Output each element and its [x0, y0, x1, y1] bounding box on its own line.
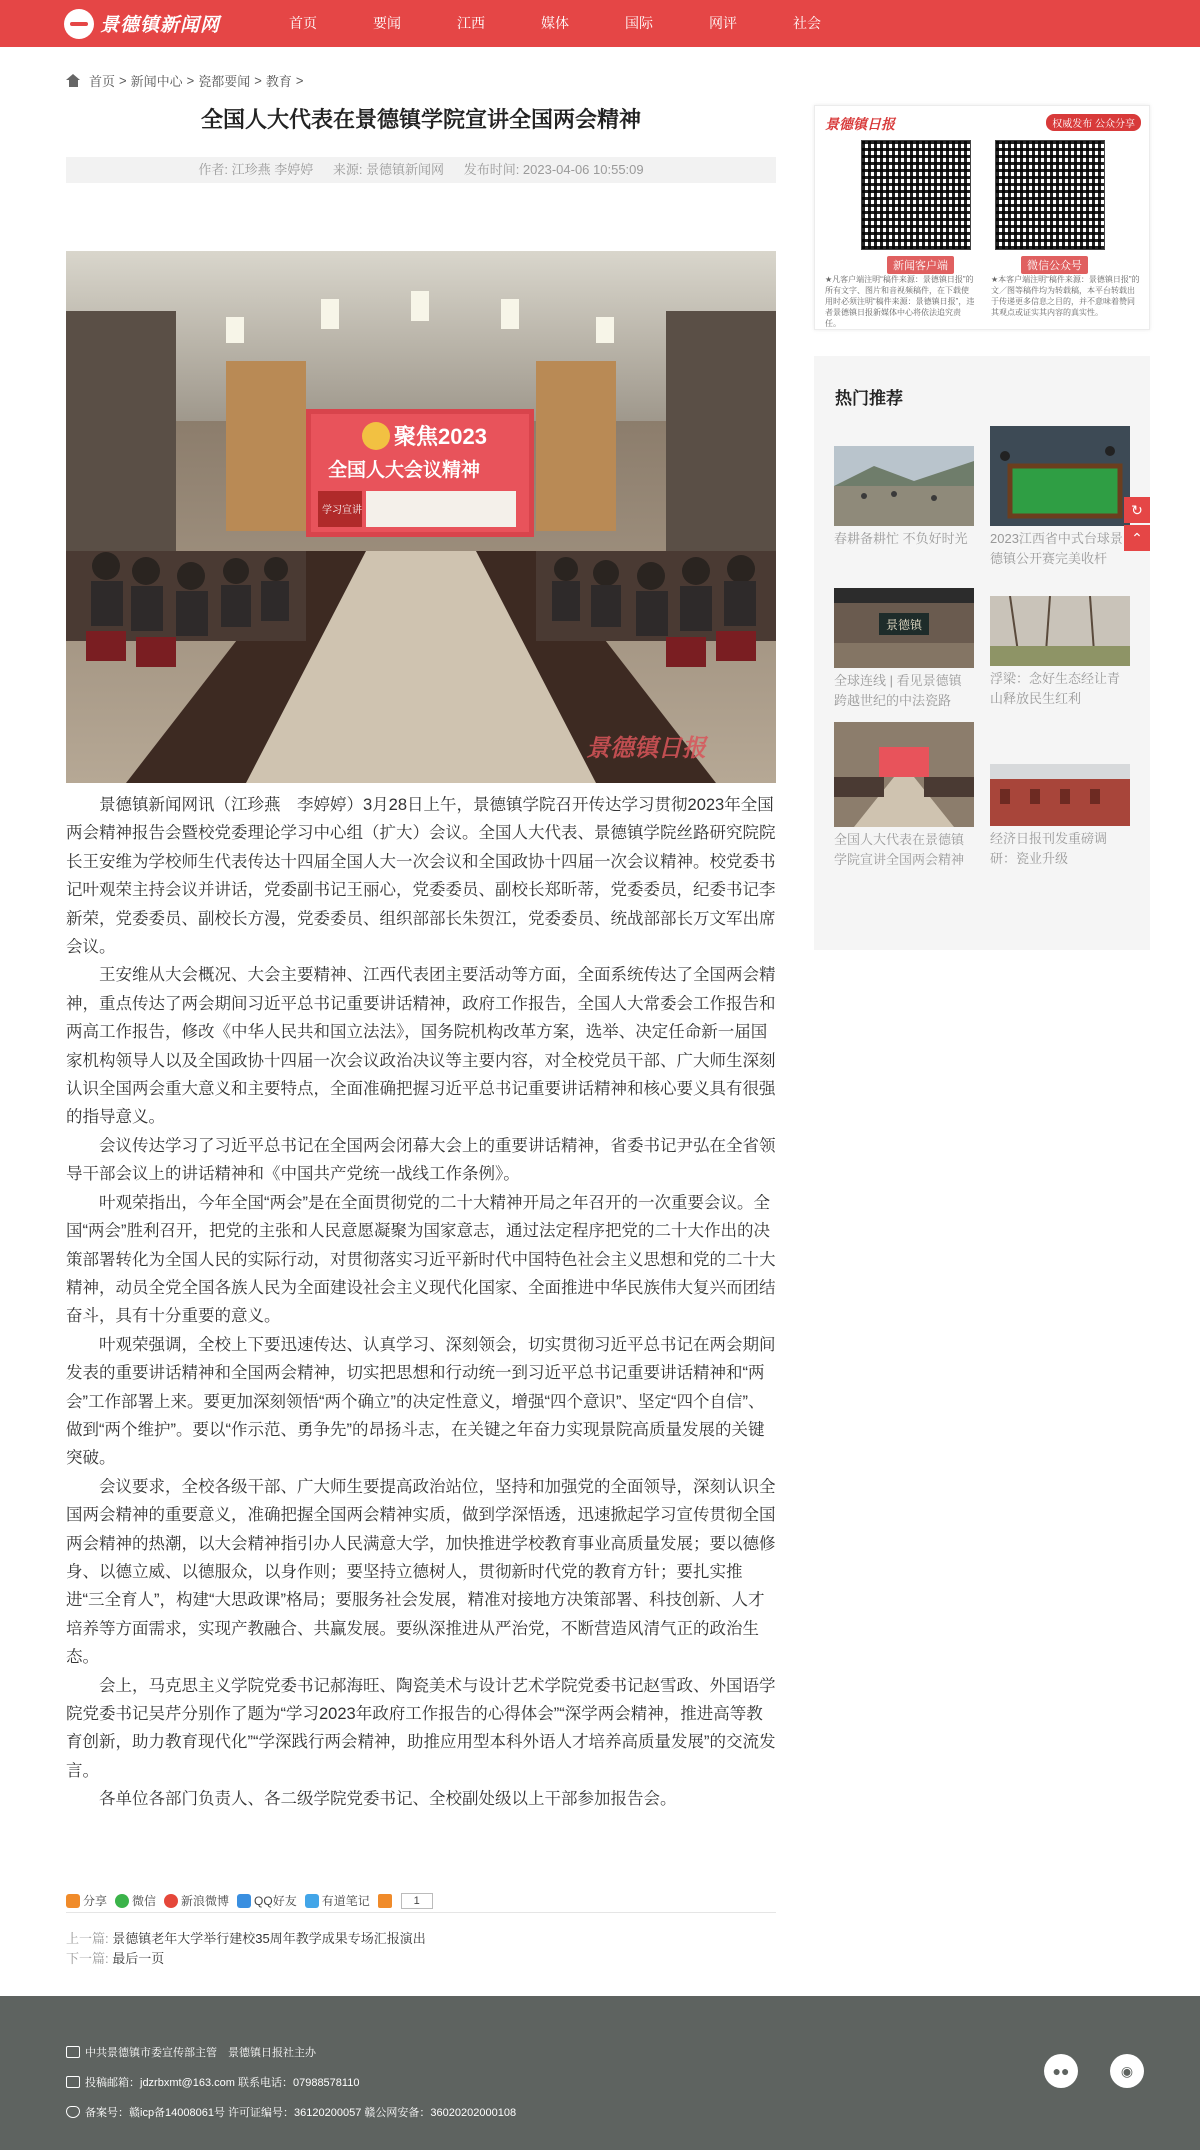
site-footer [0, 1996, 1200, 2150]
article-body [66, 791, 776, 1814]
nav-item-media[interactable]: 媒体 [541, 15, 569, 31]
article-paragraph: 叶观荣指出，今年全国“两会”是在全面贯彻党的二十大精神开局之年召开的一次重要会议。全国“两会”胜利召开，把党的主张和人民意愿凝聚为国家意志，通过法定程序把党的二十大作出的决策部署转化为全国人民的实际行动，对贯彻落实习近平新时代中国特色社会主义思想和党的二十大精神，动员全党全国各族人民为全面建设社会主义现代化国家、全面推进中华民族伟大复兴而团结奋斗，具有十分重要的意义。 [66, 1193, 776, 1326]
breadcrumb-home[interactable]: 首页 [89, 74, 116, 89]
site-logo[interactable] [64, 7, 244, 40]
article-photo [66, 251, 776, 783]
wechat-icon [115, 1894, 129, 1908]
next-article-link[interactable]: 最后一页 [112, 1951, 165, 1966]
footer-contact: 投稿邮箱：jdzrbxmt@163.com 联系电话：07988578110 [66, 2074, 359, 2090]
share-bar [66, 1889, 776, 1913]
share-count: 1 [401, 1893, 433, 1909]
footer-organizer: 中共景德镇市委宣传部主管 景德镇日报社主办 [66, 2044, 316, 2060]
hot-item-caption: 浮梁：念好生态经让青山释放民生红利 [990, 671, 1121, 706]
nav-item-jiangxi[interactable]: 江西 [457, 15, 485, 31]
photo-watermark: 景德镇日报 [586, 733, 706, 762]
hot-item-sign: 景德镇 [886, 618, 923, 632]
wechat-qr-caption: 微信公众号 [1021, 256, 1088, 274]
mail-icon [66, 2076, 80, 2088]
refresh-icon[interactable]: ↻ [1124, 497, 1150, 523]
nav-item-society[interactable]: 社会 [793, 15, 821, 31]
share-button[interactable]: 分享 [66, 1892, 107, 1909]
hot-item[interactable] [834, 446, 974, 569]
share-icon [66, 1894, 80, 1908]
qr-badge: 权威发布 公众分享 [1046, 114, 1141, 131]
home-icon [66, 74, 81, 87]
share-wechat-button[interactable]: 微信 [115, 1892, 156, 1909]
nav-item-news[interactable]: 要闻 [373, 15, 401, 31]
hot-item[interactable] [990, 764, 1130, 869]
nav-item-commentary[interactable]: 网评 [709, 15, 737, 31]
more-share-icon[interactable] [378, 1894, 392, 1908]
article-paragraph: 景德镇新闻网讯（江珍燕 李婷婷）3月28日上午，景德镇学院召开传达学习贯彻2023年全国两会精神报告会暨校党委理论学习中心组（扩大）会议。全国人大代表、景德镇学院丝路研究院院长王安维为学校师生代表传达十四届全国人大一次会议和全国政协十四届一次会议精神。校党委书记叶观荣主持会议并讲话，党委副书记王丽心，党委委员、副校长郑昕蒂，党委委员，纪委书记李新荣，党委委员、副校长方漫，党委委员、组织部部长朱贺江，党委委员、统战部部长万文军出席会议。 [66, 796, 776, 957]
weibo-icon [164, 1894, 178, 1908]
next-label: 下一篇: [66, 1951, 109, 1966]
hot-item-caption: 2023江西省中式台球景德镇公开赛完美收杆 [990, 531, 1123, 566]
qr-code-panel [814, 105, 1150, 330]
qq-icon [237, 1894, 251, 1908]
nav-item-home[interactable]: 首页 [289, 15, 317, 31]
hot-item[interactable] [834, 722, 974, 870]
hot-item[interactable] [834, 588, 974, 711]
footer-weibo-icon[interactable]: ◉ [1110, 2054, 1144, 2088]
breadcrumb-news-center[interactable]: 新闻中心 [130, 74, 183, 89]
logo-icon [64, 9, 94, 39]
logo-text: 景德镇新闻网 [100, 14, 221, 36]
floating-tools [1124, 497, 1150, 553]
breadcrumb-education[interactable]: 教育 [265, 74, 292, 89]
hot-item-image [990, 596, 1130, 666]
article-paragraph: 会上，马克思主义学院党委书记郝海旺、陶瓷美术与设计艺术学院党委书记赵雪政、外国语学院党委书记吴芹分别作了题为“学习2023年政府工作报告的心得体会”“深学两会精神，推进高等教育创新，助力教育现代化”“学深践行两会精神，助推应用型本科外语人才培养高质量发展”的交流发言。 [66, 1676, 776, 1780]
share-youdao-button[interactable]: 有道笔记 [305, 1892, 370, 1909]
hot-item-caption: 经济日报刊发重磅调研：瓷业升级 [990, 831, 1108, 866]
hot-item-caption: 春耕备耕忙 不负好时光 [834, 531, 968, 546]
prev-next-links [66, 1929, 426, 1969]
home-outline-icon [66, 2046, 80, 2058]
breadcrumb: 首页 > 新闻中心 > 瓷都要闻 > 教育 > [66, 71, 307, 90]
hot-item[interactable] [990, 426, 1130, 569]
hot-item-image [834, 722, 974, 827]
article-paragraph: 王安维从大会概况、大会主要精神、江西代表团主要活动等方面，全面系统传达了全国两会精神，重点传达了两会期间习近平总书记重要讲话精神，政府工作报告，全国人大常委会工作报告和两高工作报告，修改《中华人民共和国立法法》，国务院机构改革方案，选举、决定任命新一届国家机构领导人以及全国政协十四届一次会议政治决议等主要内容，对全校党员干部、广大师生深刻认识全国两会重大意义和主要特点，全面准确把握习近平总书记重要讲话精神和核心要义具有很强的指导意义。 [66, 966, 776, 1127]
hot-item-image [834, 588, 974, 668]
article-meta [66, 157, 776, 183]
nav-item-international[interactable]: 国际 [625, 15, 653, 31]
wechat-qr-code [995, 140, 1105, 250]
article-paragraph: 叶观荣强调，全校上下要迅速传达、认真学习、深刻领会，切实贯彻习近平总书记在两会期间发表的重要讲话精神和全国两会精神，切实把思想和行动统一到习近平总书记重要讲话精神和“两会”工作部署上来。要更加深刻领悟“两个确立”的决定性意义，增强“四个意识”、坚定“四个自信”、做到“两个维护”。要以“作示范、勇争先”的昂扬斗志，在关键之年奋力实现景院高质量发展的关键突破。 [66, 1335, 776, 1468]
qr-brand: 景德镇日报 [825, 117, 895, 133]
footer-wechat-icon[interactable]: ●● [1044, 2054, 1078, 2088]
app-qr-note: ★凡客户端注明“稿件来源：景德镇日报”的所有文字、图片和音视频稿件，在下载使用时必须注明“稿件来源：景德镇日报”，违者景德镇日报新媒体中心将依法追究责任。 [825, 275, 975, 328]
article-title: 全国人大代表在景德镇学院宣讲全国两会精神 [200, 107, 641, 132]
article-time: 发布时间: 2023-04-06 10:55:09 [463, 162, 644, 177]
share-qq-button[interactable]: QQ好友 [237, 1892, 297, 1909]
back-to-top-icon[interactable]: ⌃ [1124, 525, 1150, 551]
screen-headline: 聚焦2023 [394, 424, 487, 449]
app-qr-caption: 新闻客户端 [887, 256, 954, 274]
prev-label: 上一篇: [66, 1931, 109, 1946]
meeting-room-image [66, 251, 776, 783]
shield-icon [66, 2106, 80, 2118]
breadcrumb-local-news[interactable]: 瓷都要闻 [198, 74, 251, 89]
hot-title: 热门推荐 [835, 389, 903, 408]
hot-recommendations [814, 356, 1150, 950]
hot-item-image [990, 426, 1130, 526]
hot-item-image [834, 446, 974, 526]
main-nav [268, 0, 856, 47]
article-paragraph: 各单位各部门负责人、各二级学院党委书记、全校副处级以上干部参加报告会。 [99, 1790, 677, 1809]
hot-item-caption: 全国人大代表在景德镇学院宣讲全国两会精神 [834, 832, 965, 867]
hot-item-caption: 全球连线 | 看见景德镇 跨越世纪的中法瓷路 [834, 673, 962, 708]
prev-article-link[interactable]: 景德镇老年大学举行建校35周年教学成果专场汇报演出 [112, 1931, 426, 1946]
article-author: 作者: 江珍燕 李婷婷 [198, 162, 314, 177]
share-weibo-button[interactable]: 新浪微博 [164, 1892, 229, 1909]
article-paragraph: 会议要求，全校各级干部、广大师生要提高政治站位，坚持和加强党的全面领导，深刻认识全国两会精神的重要意义，准确把握全国两会精神实质，做到学深悟透，迅速掀起学习宣传贯彻全国两会精神的热潮，以大会精神指引办人民满意大学，加快推进学校教育事业高质量发展；要以德修身、以德立威、以德服众，以身作则；要坚持立德树人，贯彻新时代党的教育方针；要扎实推进“三全育人”，构建“大思政课”格局；要服务社会发展，精准对接地方决策部署、科技创新、人才培养等方面需求，实现产教融合、共赢发展。要纵深推进从严治党，不断营造风清气正的政治生态。 [66, 1477, 776, 1667]
youdao-note-icon [305, 1894, 319, 1908]
screen-side-label: 学习宣讲 [322, 505, 362, 516]
app-qr-code [861, 140, 971, 250]
hot-item[interactable] [990, 596, 1130, 709]
article-paragraph: 会议传达学习了习近平总书记在全国两会闭幕大会上的重要讲话精神，省委书记尹弘在全省领导干部会议上的讲话精神和《中国共产党统一战线工作条例》。 [66, 1136, 776, 1184]
hot-item-image [990, 764, 1130, 826]
article-source: 来源: 景德镇新闻网 [332, 162, 445, 177]
top-navigation-bar [0, 0, 1200, 47]
footer-license: 备案号：赣icp备14008061号 许可证编号：36120200057 赣公网安备：36020202000108 [66, 2104, 516, 2120]
wechat-qr-note: ★本客户端注明“稿件来源：景德镇日报”的文／图等稿件均为转载稿，本平台转载出于传递更多信息之目的，并不意味着赞同其观点或证实其内容的真实性。 [991, 275, 1140, 317]
screen-subheadline: 全国人大会议精神 [328, 460, 481, 481]
